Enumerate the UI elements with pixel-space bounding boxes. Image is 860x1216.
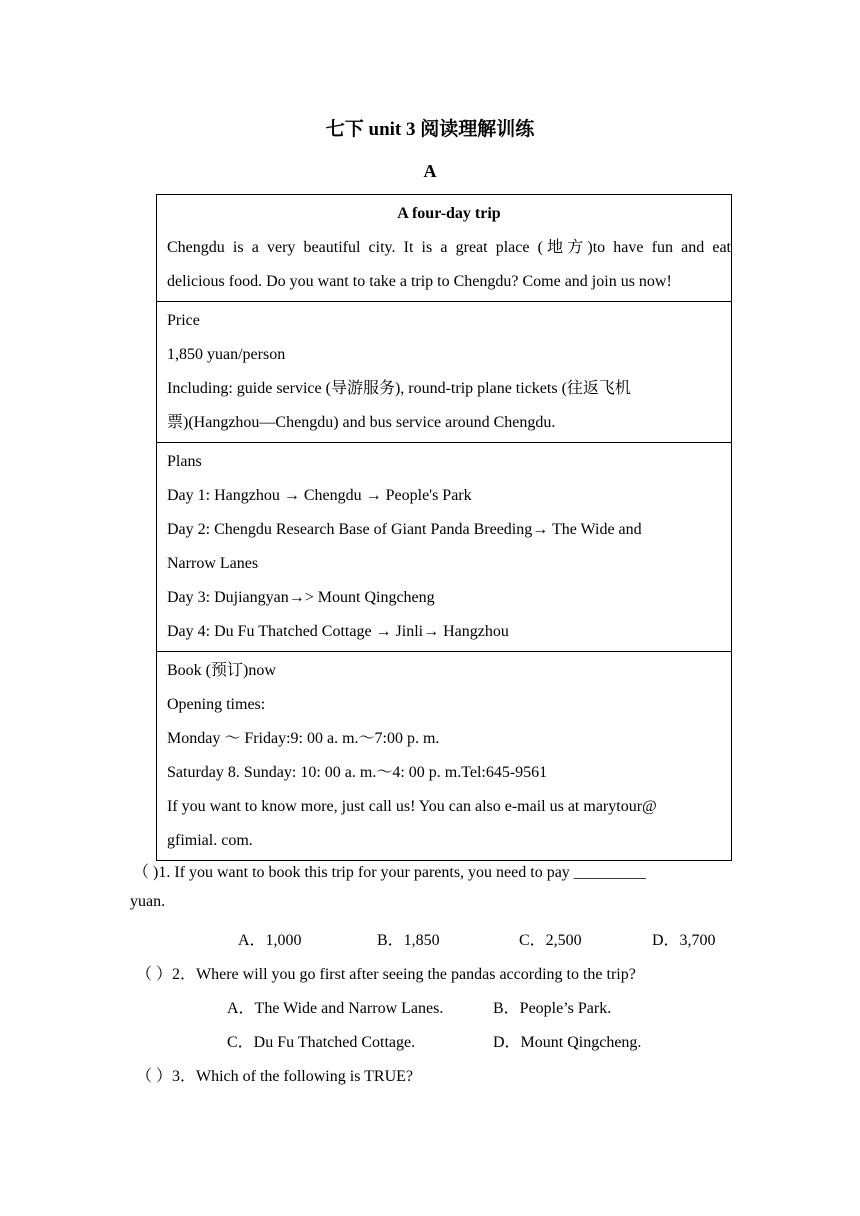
- trip-info-table: [156, 194, 732, 861]
- question-1-stem-line-1: （ )1. If you want to book this trip for your parents, you need to pay _________: [133, 864, 646, 881]
- plans-row: [157, 443, 732, 652]
- price-amount: 1,850 yuan/person: [167, 346, 286, 363]
- plans-cell: [157, 443, 732, 652]
- price-cell: [157, 302, 732, 443]
- opening-weekend: Saturday 8. Sunday: 10: 00 a. m.～4: 00 p. m.Tel:645-9561: [167, 764, 548, 781]
- question-1-option-b: B．1,850: [377, 932, 440, 949]
- question-2-option-b: B．People’s Park.: [493, 1000, 612, 1017]
- price-including-line-2: 票)(Hangzhou—Chengdu) and bus service around Chengdu.: [167, 414, 556, 431]
- intro-row: [157, 195, 732, 302]
- question-1-option-d: D．3,700: [652, 932, 716, 949]
- question-1-stem-line-2: yuan.: [130, 893, 166, 910]
- contact-line-1: If you want to know more, just call us! You can also e-mail us at marytour@: [167, 798, 657, 815]
- booking-cell: [157, 652, 732, 861]
- intro-line-1: Chengdu is a very beautiful city. It is a great place (地方)to have fun and eat: [167, 239, 731, 256]
- question-2-option-c: C．Du Fu Thatched Cottage.: [227, 1034, 416, 1051]
- question-1-option-a: A．1,000: [238, 932, 302, 949]
- plans-label: Plans: [167, 453, 202, 470]
- question-1-option-c: C．2,500: [519, 932, 582, 949]
- opening-times-label: Opening times:: [167, 696, 266, 713]
- plan-day-2-line-2: Narrow Lanes: [167, 555, 259, 572]
- question-2-option-d: D．Mount Qingcheng.: [493, 1034, 642, 1051]
- intro-line-2: delicious food. Do you want to take a trip to Chengdu? Come and join us now!: [167, 273, 672, 290]
- question-2-option-a: A．The Wide and Narrow Lanes.: [227, 1000, 444, 1017]
- booking-label: Book (预订)now: [167, 662, 276, 679]
- opening-weekday: Monday ～ Friday:9: 00 a. m.～7:00 p. m.: [167, 730, 440, 747]
- plan-day-1: Day 1: Hangzhou → Chengdu → People's Park: [167, 487, 472, 504]
- page-title: 七下 unit 3 阅读理解训练: [325, 119, 535, 140]
- plan-day-4: Day 4: Du Fu Thatched Cottage → Jinli→ Hangzhou: [167, 623, 509, 640]
- ad-heading: A four-day trip: [397, 205, 501, 222]
- price-label: Price: [167, 312, 200, 329]
- plan-day-3: Day 3: Dujiangyan→> Mount Qingcheng: [167, 589, 435, 606]
- question-3-stem: （ ）3．Which of the following is TRUE?: [136, 1068, 414, 1085]
- booking-row: [157, 652, 732, 861]
- intro-cell: [157, 195, 732, 302]
- plan-day-2-line-1: Day 2: Chengdu Research Base of Giant Panda Breeding→ The Wide and: [167, 521, 642, 538]
- section-label: A: [423, 161, 437, 181]
- price-row: [157, 302, 732, 443]
- contact-line-2: gfimial. com.: [167, 832, 253, 849]
- price-including-line-1: Including: guide service (导游服务), round-trip plane tickets (往返飞机: [167, 380, 631, 397]
- question-2-stem: （ ）2．Where will you go first after seeing the pandas according to the trip?: [136, 966, 636, 983]
